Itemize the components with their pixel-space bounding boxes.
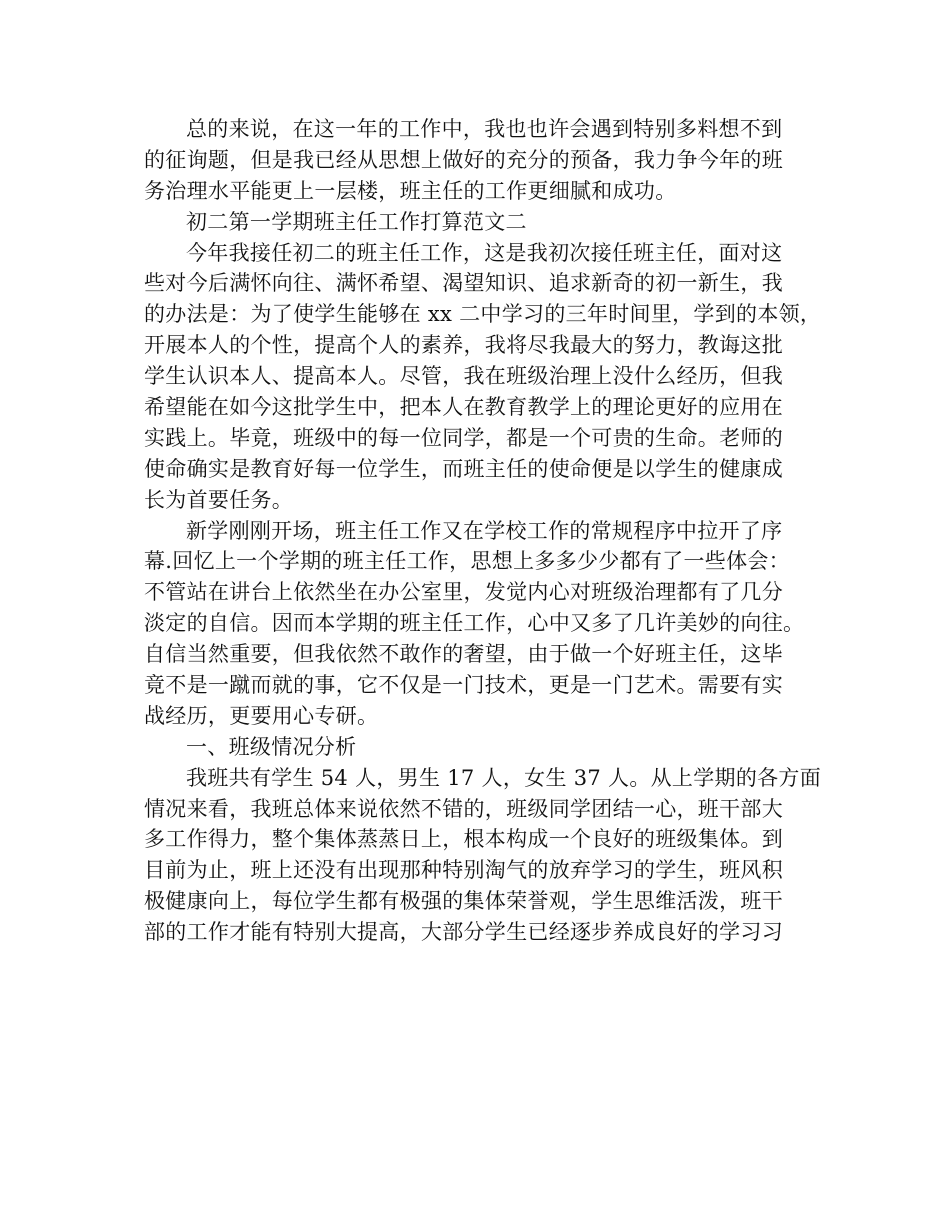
text-line: 幕.回忆上一个学期的班主任工作，思想上多多少少都有了一些体会： (144, 549, 790, 574)
text-line: 战经历，更要用心专研。 (144, 703, 379, 728)
text-line: 多工作得力，整个集体蒸蒸日上，根本构成一个良好的班级集体。到 (144, 827, 783, 852)
text-line: 些对今后满怀向往、满怀希望、渴望知识、追求新奇的初一新生，我 (144, 271, 783, 296)
text-line: 总的来说，在这一年的工作中，我也也许会遇到特别多料想不到 (186, 117, 783, 141)
text-line: 竟不是一蹴而就的事，它不仅是一门技术，更是一门艺术。需要有实 (144, 673, 783, 698)
text-line: 目前为止，班上还没有出现那种特别淘气的放弃学习的学生，班风积 (144, 858, 783, 883)
text-line: 今年我接任初二的班主任工作，这是我初次接任班主任，面对这 (186, 240, 783, 265)
text-line: 情况来看，我班总体来说依然不错的，班级同学团结一心，班干部大 (144, 796, 783, 821)
text-line: 的办法是：为了使学生能够在 xx 二中学习的三年时间里，学到的本领， (144, 302, 822, 327)
text-line: 务治理水平能更上一层楼，班主任的工作更细腻和成功。 (144, 178, 677, 203)
text-line: 开展本人的个性，提高个人的素养，我将尽我最大的努力，教诲这批 (144, 333, 783, 358)
text-line: 实践上。毕竟，班级中的每一位同学，都是一个可贵的生命。老师的 (144, 425, 783, 450)
text-line: 的征询题，但是我已经从思想上做好的充分的预备，我力争今年的班 (144, 147, 783, 172)
text-line: 学生认识本人、提高本人。尽管，我在班级治理上没什么经历，但我 (144, 364, 783, 389)
text-line: 淡定的自信。因而本学期的班主任工作，心中又多了几许美妙的向往。 (144, 611, 805, 636)
text-line: 极健康向上，每位学生都有极强的集体荣誉观，学生思维活泼，班干 (144, 889, 783, 914)
text-line: 自信当然重要，但我依然不敢作的奢望，由于做一个好班主任，这毕 (144, 642, 783, 667)
text-line: 新学刚刚开场，班主任工作又在学校工作的常规程序中拉开了序 (186, 518, 783, 543)
text-line: 希望能在如今这批学生中，把本人在教育教学上的理论更好的应用在 (144, 395, 783, 420)
document-body (144, 114, 822, 948)
text-line: 初二第一学期班主任工作打算范文二 (186, 209, 527, 234)
text-line: 我班共有学生 54 人，男生 17 人，女生 37 人。从上学期的各方面 (186, 765, 822, 790)
text-line: 部的工作才能有特别大提高，大部分学生已经逐步养成良好的学习习 (144, 920, 783, 945)
text-line: 长为首要任务。 (144, 487, 294, 512)
text-line: 使命确实是教育好每一位学生，而班主任的使命便是以学生的健康成 (144, 456, 783, 481)
text-line: 不管站在讲台上依然坐在办公室里，发觉内心对班级治理都有了几分 (144, 580, 783, 605)
text-line: 一、班级情况分析 (186, 734, 357, 759)
